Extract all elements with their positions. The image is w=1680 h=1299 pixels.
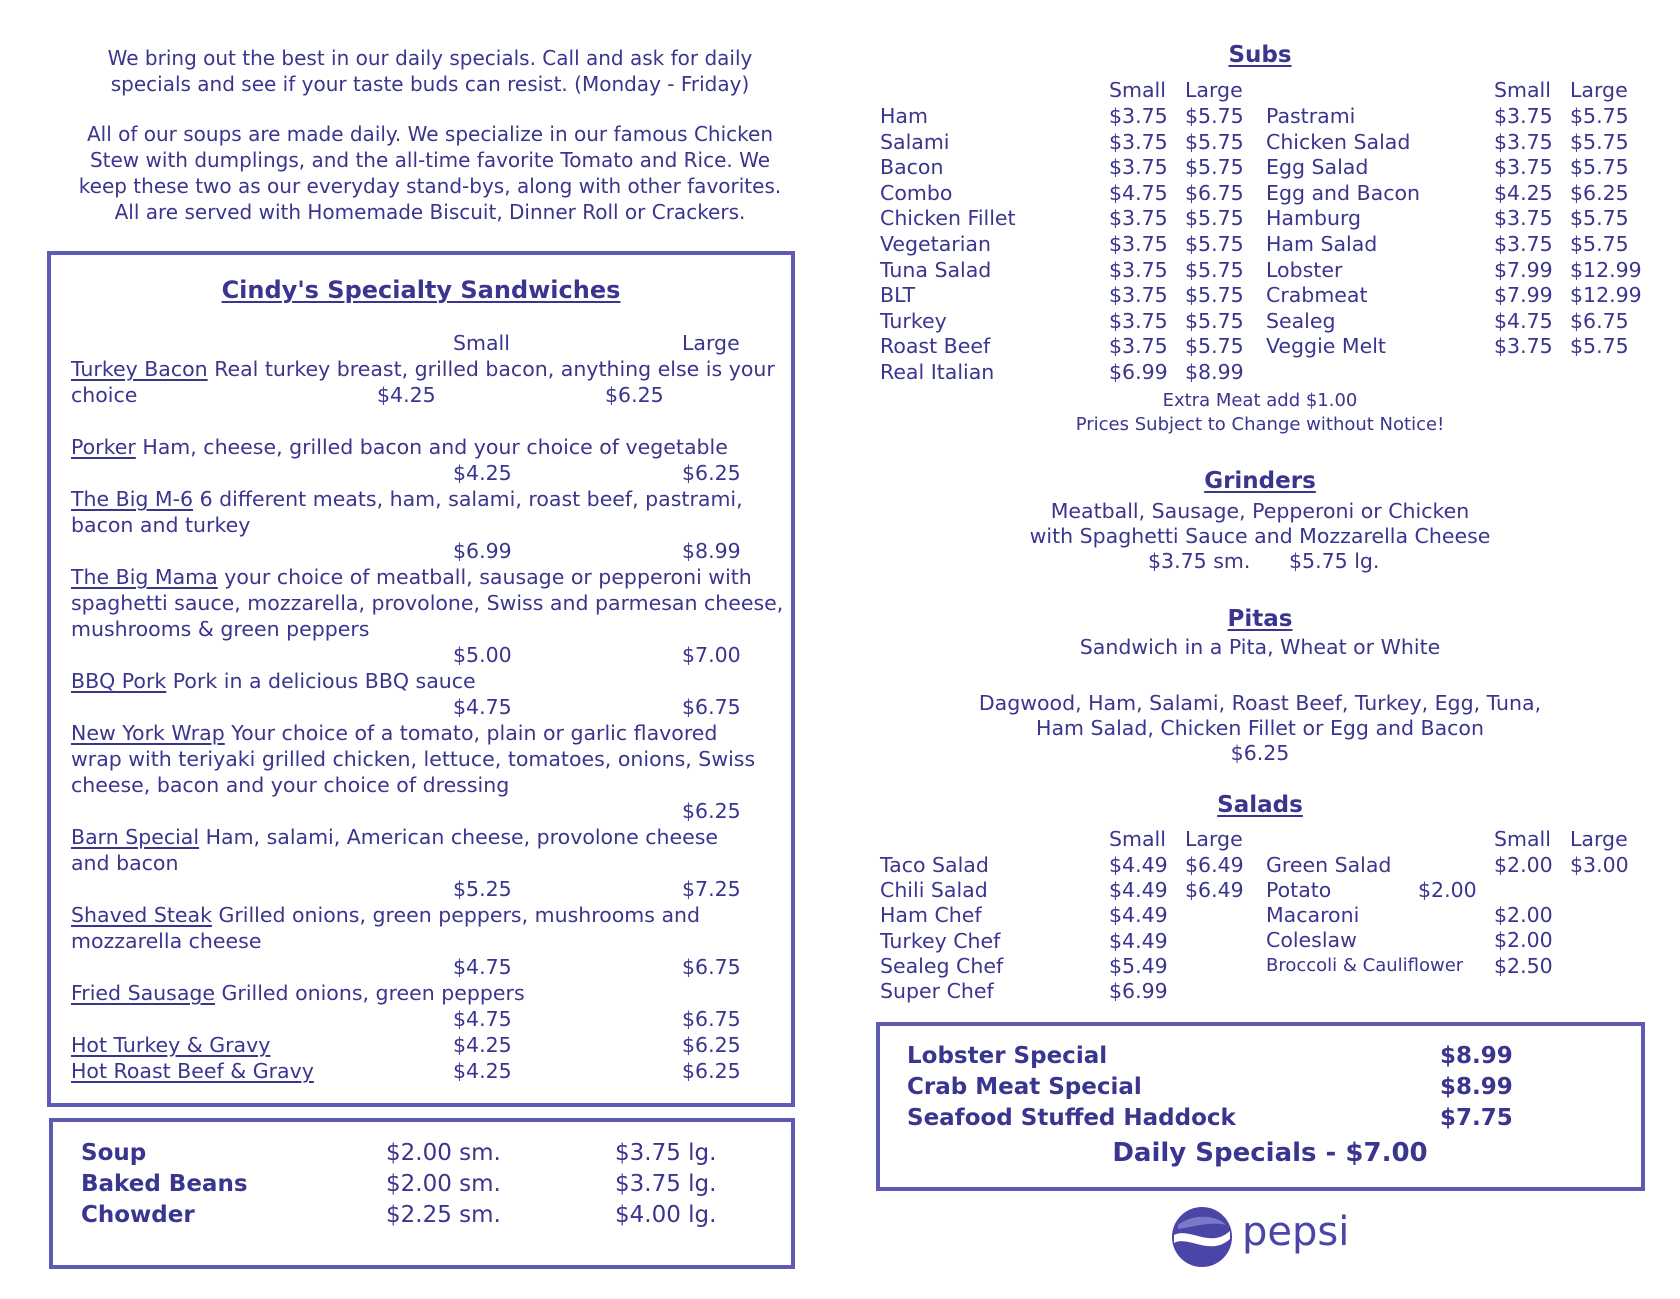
- pitas-line-3: Ham Salad, Chicken Fillet or Egg and Bacon: [1036, 716, 1484, 740]
- price-large: $6.25: [682, 1059, 741, 1083]
- salad-item-small-price: $6.99: [1109, 979, 1168, 1003]
- item-desc-line: mushrooms & green peppers: [71, 617, 370, 641]
- haddock-special-price: $7.75: [1440, 1105, 1513, 1131]
- item-shaved-steak: Shaved Steak Grilled onions, green peppers, mushrooms and: [71, 903, 701, 927]
- coleslaw-price: $2.00: [1494, 928, 1553, 952]
- item-desc-line: cheese, bacon and your choice of dressing: [71, 773, 510, 797]
- sub-item-small-price: $3.75: [1494, 232, 1553, 256]
- salad-item-name: Super Chef: [880, 979, 994, 1003]
- sub-item-small-price: $3.75: [1109, 308, 1168, 333]
- price-small: $4.25: [377, 383, 436, 407]
- sub-item-small-price: $3.75: [1109, 283, 1168, 308]
- intro-paragraph-1: We bring out the best in our daily specials. Call and ask for daily specials and see if your taste buds can resist. (Monday - Friday): [107, 46, 753, 96]
- specialty-large-label: Large: [682, 331, 740, 355]
- salad-item-name: Taco Salad: [880, 853, 989, 877]
- price-small: $5.25: [453, 877, 512, 901]
- grinders-price-large: $5.75 lg.: [1289, 549, 1380, 573]
- sub-item-small-price: $4.25: [1494, 180, 1553, 205]
- sub-item-small-price: $3.75: [1109, 334, 1168, 359]
- chowder-small-price: $2.25 sm.: [386, 1202, 501, 1228]
- sub-item-large-price: $5.75: [1185, 206, 1244, 231]
- item-new-york-wrap: New York Wrap Your choice of a tomato, plain or garlic flavored: [71, 721, 718, 745]
- price-small: $6.99: [453, 539, 512, 563]
- specialty-title: Cindy's Specialty Sandwiches: [221, 276, 621, 304]
- sub-item-name: Egg Salad: [1266, 155, 1369, 180]
- sub-item-name: Lobster: [1266, 257, 1343, 282]
- sub-item-large-price: $6.75: [1185, 180, 1244, 205]
- green-salad-large: $3.00: [1570, 853, 1629, 877]
- sub-item-large-price: $12.99: [1570, 283, 1642, 308]
- sub-item-name: Vegetarian: [880, 232, 991, 256]
- coleslaw-name: Coleslaw: [1266, 928, 1357, 952]
- sub-item-name: Tuna Salad: [880, 257, 992, 282]
- sub-item-small-price: $3.75: [1494, 129, 1553, 154]
- subs-large-label-right: Large: [1570, 78, 1628, 102]
- crab-special-price: $8.99: [1440, 1074, 1513, 1100]
- potato-name: Potato: [1266, 878, 1332, 902]
- daily-specials: Daily Specials - $7.00: [1112, 1138, 1428, 1168]
- salads-large-label-left: Large: [1185, 827, 1243, 851]
- sub-item-small-price: $3.75: [1494, 155, 1553, 180]
- salads-small-label-left: Small: [1109, 827, 1166, 851]
- sub-item-name: Combo: [880, 180, 953, 205]
- sub-item-name: Ham Salad: [1266, 232, 1378, 256]
- pepsi-globe-icon: [1170, 1205, 1234, 1269]
- salad-item-name: Turkey Chef: [880, 928, 1001, 953]
- soup-name: Soup: [81, 1140, 147, 1166]
- sub-item-large-price: $5.75: [1185, 104, 1244, 128]
- price-large: $6.25: [682, 799, 741, 823]
- item-fried-sausage: Fried Sausage Grilled onions, green peppers: [71, 981, 525, 1005]
- sub-item-small-price: $3.75: [1494, 206, 1553, 231]
- sub-item-large-price: $5.75: [1185, 129, 1244, 154]
- sub-item-large-price: $5.75: [1185, 308, 1244, 333]
- sub-item-large-price: $5.75: [1570, 104, 1629, 128]
- price-small: $4.25: [453, 461, 512, 485]
- salad-item-small-price: $4.49: [1109, 928, 1168, 953]
- pitas-line-1: Sandwich in a Pita, Wheat or White: [1079, 635, 1441, 659]
- price-large: $6.25: [605, 383, 664, 407]
- soup-large-price: $3.75 lg.: [615, 1140, 717, 1166]
- lobster-special-name: Lobster Special: [907, 1043, 1108, 1069]
- lobster-special-price: $8.99: [1440, 1043, 1513, 1069]
- sub-item-name: Veggie Melt: [1266, 334, 1386, 359]
- subs-small-label-right: Small: [1494, 78, 1551, 102]
- sub-item-name: Chicken Fillet: [880, 206, 1016, 231]
- chowder-name: Chowder: [81, 1202, 195, 1228]
- item-turkey-bacon: Turkey Bacon Real turkey breast, grilled bacon, anything else is your: [71, 357, 775, 381]
- sub-item-small-price: $3.75: [1109, 206, 1168, 231]
- sub-item-name: Salami: [880, 129, 950, 154]
- sub-item-small-price: $3.75: [1109, 129, 1168, 154]
- pitas-price: $6.25: [1230, 741, 1290, 765]
- price-small: $5.00: [453, 643, 512, 667]
- grinders-line-2: with Spaghetti Sauce and Mozzarella Cheese: [1029, 524, 1491, 548]
- price-small: $4.75: [453, 1007, 512, 1031]
- sub-item-large-price: $5.75: [1570, 155, 1629, 180]
- item-bbq-pork: BBQ Pork Pork in a delicious BBQ sauce: [71, 669, 476, 693]
- sub-item-large-price: $5.75: [1570, 206, 1629, 231]
- extra-meat-note: Extra Meat add $1.00: [1162, 390, 1358, 411]
- price-large: $7.25: [682, 877, 741, 901]
- sub-item-name: Chicken Salad: [1266, 129, 1411, 154]
- soup-small-price: $2.00 sm.: [386, 1140, 501, 1166]
- salad-item-small-price: $4.49: [1109, 903, 1168, 928]
- subs-title: Subs: [1228, 42, 1292, 68]
- item-hot-turkey-gravy: Hot Turkey & Gravy: [71, 1033, 271, 1057]
- grinders-title: Grinders: [1204, 468, 1316, 494]
- price-small: $4.75: [453, 955, 512, 979]
- broccoli-name: Broccoli & Cauliflower: [1266, 955, 1464, 976]
- pepsi-wordmark: pepsi: [1242, 1209, 1350, 1255]
- sub-item-large-price: $5.75: [1570, 129, 1629, 154]
- item-desc-line: spaghetti sauce, mozzarella, provolone, Swiss and parmesan cheese,: [71, 591, 784, 615]
- price-large: $8.99: [682, 539, 741, 563]
- sub-item-small-price: $4.75: [1109, 180, 1168, 205]
- item-big-mama: The Big Mama your choice of meatball, sausage or pepperoni with: [71, 565, 752, 589]
- price-small: $4.75: [453, 695, 512, 719]
- baked-beans-small-price: $2.00 sm.: [386, 1171, 501, 1197]
- price-large: $6.75: [682, 1007, 741, 1031]
- price-large: $6.25: [682, 461, 741, 485]
- price-small: $4.25: [453, 1033, 512, 1057]
- salad-item-small-price: $4.49: [1109, 878, 1168, 903]
- subs-large-label-left: Large: [1185, 78, 1243, 102]
- item-desc-line: mozzarella cheese: [71, 929, 262, 953]
- crab-special-name: Crab Meat Special: [907, 1074, 1142, 1100]
- sub-item-small-price: $3.75: [1494, 104, 1553, 128]
- sub-item-large-price: $12.99: [1570, 257, 1642, 282]
- chowder-large-price: $4.00 lg.: [615, 1202, 717, 1228]
- salad-item-small-price: $4.49: [1109, 853, 1168, 877]
- sub-item-name: Crabmeat: [1266, 283, 1368, 308]
- baked-beans-name: Baked Beans: [81, 1171, 248, 1197]
- subs-small-label-left: Small: [1109, 78, 1166, 102]
- price-large: $6.75: [682, 955, 741, 979]
- green-salad-small: $2.00: [1494, 853, 1553, 877]
- sub-item-large-price: $5.75: [1185, 155, 1244, 180]
- sub-item-large-price: $8.99: [1185, 360, 1244, 384]
- sub-item-small-price: $6.99: [1109, 360, 1168, 384]
- sub-item-name: Turkey: [880, 308, 947, 333]
- sub-item-name: Ham: [880, 104, 928, 128]
- sub-item-small-price: $3.75: [1109, 155, 1168, 180]
- price-small: $4.25: [453, 1059, 512, 1083]
- salad-item-large-price: $6.49: [1185, 853, 1244, 877]
- salads-title: Salads: [1217, 792, 1303, 818]
- item-desc-line: and bacon: [71, 851, 179, 875]
- sub-item-large-price: $6.75: [1570, 308, 1629, 333]
- sub-item-name: Sealeg: [1266, 308, 1336, 333]
- intro-paragraph-2: All of our soups are made daily. We specialize in our famous Chicken Stew with dumplings, and the all-time favorite Tomato and Rice. We keep these two as our everyday stand-bys, along with other favorites. All are served with Homemade Biscuit, Dinner Roll or Crackers.: [78, 122, 782, 224]
- sub-item-name: Hamburg: [1266, 206, 1362, 231]
- price-large: $6.75: [682, 695, 741, 719]
- macaroni-name: Macaroni: [1266, 903, 1360, 927]
- item-desc-line: choice: [71, 383, 138, 407]
- sub-item-small-price: $3.75: [1494, 334, 1553, 359]
- baked-beans-large-price: $3.75 lg.: [615, 1171, 717, 1197]
- item-barn-special: Barn Special Ham, salami, American cheese, provolone cheese: [71, 825, 719, 849]
- sub-item-name: Pastrami: [1266, 104, 1356, 128]
- price-large: $6.25: [682, 1033, 741, 1057]
- sub-item-large-price: $5.75: [1185, 257, 1244, 282]
- grinders-line-1: Meatball, Sausage, Pepperoni or Chicken: [1050, 499, 1470, 523]
- sub-item-large-price: $5.75: [1185, 283, 1244, 308]
- pitas-line-2: Dagwood, Ham, Salami, Roast Beef, Turkey, Egg, Tuna,: [978, 691, 1542, 715]
- item-hot-roast-beef-gravy: Hot Roast Beef & Gravy: [71, 1059, 314, 1083]
- salad-item-name: Chili Salad: [880, 878, 988, 903]
- item-big-m6: The Big M-6 6 different meats, ham, salami, roast beef, pastrami,: [71, 487, 743, 511]
- price-change-note: Prices Subject to Change without Notice!: [1075, 414, 1445, 435]
- salad-item-large-price: $6.49: [1185, 878, 1244, 903]
- sub-item-small-price: $7.99: [1494, 257, 1553, 282]
- salads-small-label-right: Small: [1494, 827, 1551, 851]
- sub-item-small-price: $3.75: [1109, 104, 1168, 128]
- grinders-price-small: $3.75 sm.: [1148, 549, 1251, 573]
- specialty-small-label: Small: [453, 331, 510, 355]
- sub-item-name: Roast Beef: [880, 334, 991, 359]
- sub-item-large-price: $5.75: [1570, 334, 1629, 359]
- sub-item-name: Egg and Bacon: [1266, 180, 1421, 205]
- sub-item-large-price: $6.25: [1570, 180, 1629, 205]
- sub-item-name: Bacon: [880, 155, 944, 180]
- green-salad-name: Green Salad: [1266, 853, 1392, 877]
- salad-item-name: Sealeg Chef: [880, 953, 1004, 978]
- sub-item-large-price: $5.75: [1185, 232, 1244, 256]
- salad-item-name: Ham Chef: [880, 903, 982, 928]
- pepsi-logo: [1170, 1205, 1350, 1267]
- broccoli-price: $2.50: [1494, 954, 1553, 978]
- pitas-title: Pitas: [1227, 606, 1293, 632]
- sub-item-name: BLT: [880, 283, 916, 308]
- sub-item-small-price: $7.99: [1494, 283, 1553, 308]
- potato-price: $2.00: [1418, 878, 1477, 902]
- salad-item-small-price: $5.49: [1109, 953, 1168, 978]
- price-large: $7.00: [682, 643, 741, 667]
- sub-item-name: Real Italian: [880, 360, 995, 384]
- sub-item-large-price: $5.75: [1185, 334, 1244, 359]
- salads-large-label-right: Large: [1570, 827, 1628, 851]
- macaroni-price: $2.00: [1494, 903, 1553, 927]
- haddock-special-name: Seafood Stuffed Haddock: [907, 1105, 1236, 1131]
- sub-item-small-price: $4.75: [1494, 308, 1553, 333]
- sub-item-small-price: $3.75: [1109, 257, 1168, 282]
- item-desc-line: bacon and turkey: [71, 513, 251, 537]
- sub-item-large-price: $5.75: [1570, 232, 1629, 256]
- item-desc-line: wrap with teriyaki grilled chicken, lettuce, tomatoes, onions, Swiss: [71, 747, 756, 771]
- sub-item-small-price: $3.75: [1109, 232, 1168, 256]
- item-porker: Porker Ham, cheese, grilled bacon and your choice of vegetable: [71, 435, 728, 459]
